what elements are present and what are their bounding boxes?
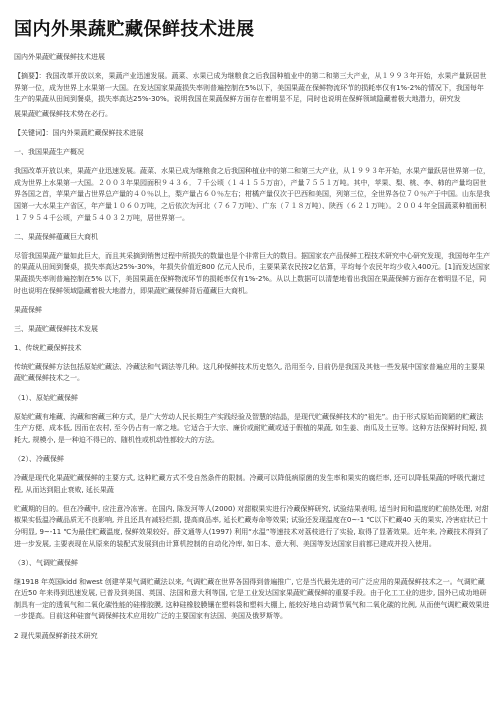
section-2-paragraph: 尽管我国果蔬产量如此巨大，而且其采摘到销售过程中所损失的数量也是个非常巨大的数目。据国家农产品保鲜工程技术研究中心研究发现，我国每年生产的果蔬从田间到餐桌，损失率高达25%-30%，年损失价值近800 亿元人民币，主要果菜农民按2亿估算，平均每个农民年均少收入400元。[1]而发达国家果蔬损失率则普遍控制在5% 以下，美国果蔬在保鲜物流环节的损耗率仅有1%-2%。从以上数据可以清楚地看出我国在果蔬保鲜方面存在着明显不足，同时也说明在保鲜领域隐藏着极大地潜力，即果蔬贮藏保鲜背后蕴藏巨大商机。	[14, 251, 490, 295]
subsection-heading-2: 2 现代果蔬保鲜新技术研究	[14, 631, 98, 640]
subsection-heading-1: 1、传统贮藏保鲜技术	[14, 343, 82, 352]
section-heading-1: 一、我国果蔬生产概况	[14, 148, 84, 157]
section-heading-3: 三、果蔬贮藏保鲜技术发展	[14, 324, 98, 333]
keywords-line: 【关键词】：国内外果蔬贮藏保鲜技术进展	[14, 128, 144, 137]
subsection-heading-1-3: （3）、气调贮藏保鲜	[14, 558, 78, 567]
traditional-storage-paragraph: 传统贮藏保鲜方法包括原始贮藏法、冷藏法和气调法等几种。这几种保鲜技术历史悠久, 沿用至今, 目前仍是我国及其他一些发展中国家普遍应用的主要果蔬贮藏保鲜技术之一。	[14, 362, 485, 383]
section-1-paragraph: 我国改革开放以来，果蔬产业迅速发展。蔬菜、水果已成为继粮食之后我国种植业中的第二和第三大产业，从１９９３年开始，水果产量跃居世界第一位，成为世界上水果第一大国。２００３年果园面积９４３６．７千公顷（１４１５５万亩），产量７５５１万吨。其中，苹果、梨、桃、李、柿的产量均居世界各国之首，苹果产量占世界总产量的４０％以上，梨产量占６０％左右；柑橘产量仅次于巴西和美国，列第三位，全世界各位７０％产于中国。山东是我国第一大水果主产省区，年产量１０６０万吨，之后依次为河北（７６７万吨）、广东（７１８万吨）、陕西（６２１万吨）。２００４年全国蔬菜种植面积１７９５４千公顷，产量５４０３２万吨，居世界第一。	[14, 167, 490, 222]
primitive-storage-paragraph: 原始贮藏有堆藏、沟藏和窖藏三种方式，是广大劳动人民长期生产实践经验及智慧的结晶，是现代贮藏保鲜技术的“祖先”。由于形式原始而简陋的贮藏法生产方便、成本低, 因而在农村, 至今仍占有一席之地。它适合于大宗、廉价或耐贮藏或适于假植的果蔬, 如生姜、南瓜及土豆等。这种方法保鲜时间短, 损耗大, 规模小, 是一种迫不得已的、随机性或机动性都较大的方法。	[14, 412, 487, 444]
section-heading-2: 二、果蔬保鲜蕴藏巨大商机	[14, 232, 98, 241]
document-body	[14, 52, 490, 642]
cold-storage-continuation: 贮藏期的目的。但在冷藏中, 应注意冷冻害。在国内, 陈发河等人(2000) 对甜椒果实进行冷藏保鲜研究, 试验结果表明, 适当时间和温度的贮前热处理, 对甜椒果实低温冷藏品质无不良影响, 并且还具有减轻烂损, 提高商品率, 延长贮藏寿命等效果; 试验还发现温度在0~-1 ℃以下贮藏40 天的果实, 冷害症状已十分明显, 9~-11 ℃为最佳贮藏温度, 保鲜效果较好。薛文通等人(1997) 利用“水温”等速技术对荔枝进行了实验, 取得了显著效果。近年来, 冷藏技术得到了进一步发展, 主要表现在从原来的装配式发展到由计算机控制的自动化冷库, 如日本、意大利、美国等发达国家目前都已建成并投入使用。	[14, 504, 489, 548]
controlled-atmosphere-paragraph: 继1918 年英国kidd 和west 创建苹果气调贮藏法以来, 气调贮藏在世界各国得到普遍推广, 它是当代最先进的可广泛应用的果蔬保鲜技术之一。气调贮藏在近50 年来得到迅速发展, 已普及到美国、英国、法国和意大利等国, 它是工业发达国家果蔬贮藏保鲜的重要手段。由于化工工业的进步, 国外已成功地研制具有一定的透氧气和二氧化碳性能的硅橡胶膜, 这种硅橡胶膜镶在塑料袋和塑料大棚上, 能较好地自动调节氧气和二氧化碳的比例, 从而使气调贮藏效果进一步提高。目前这种硅窗气调保鲜技术应用较广泛的主要国家有法国、美国及俄罗斯等。	[14, 577, 490, 621]
document-title: 国内外果蔬贮藏保鲜技术进展	[14, 19, 255, 40]
abstract-continuation: 展果蔬贮藏保鲜技术势在必行。	[14, 109, 112, 118]
subtitle-line: 国内外果蔬贮藏保鲜技术进展	[14, 53, 105, 61]
cold-storage-paragraph: 冷藏是现代化果蔬贮藏保鲜的主要方式, 这种贮藏方式不受自然条件的限制。冷藏可以降低病原菌的发生率和果实的腐烂率, 还可以降低果蔬的呼吸代谢过程, 从而达到阻止衰败, 延长果蔬	[14, 474, 485, 494]
subsection-heading-1-2: （2）、冷藏保鲜	[14, 454, 64, 463]
subsection-heading-1-1: （1）、原始贮藏保鲜	[14, 393, 78, 402]
label-line: 果蔬保鲜	[14, 305, 42, 314]
abstract-paragraph: 【摘要】：我国改革开放以来，果蔬产业迅速发展。蔬菜、水果已成为继粮食之后我国种植业中的第二和第三大产业，从１９９３年开始，水果产量跃居世界第一位，成为世界上水果第一大国。在发达国家果蔬损失率则普遍控制在5%以下，美国果蔬在保鲜物流环节的损耗率仅有1%-2%的情况下，我国每年生产的果蔬从田间到餐桌，损失率高达25%-30%。说明我国在果蔬保鲜方面存在着明显不足，同时也说明在保鲜领域隐藏着极大地潜力，研究发	[14, 72, 487, 104]
